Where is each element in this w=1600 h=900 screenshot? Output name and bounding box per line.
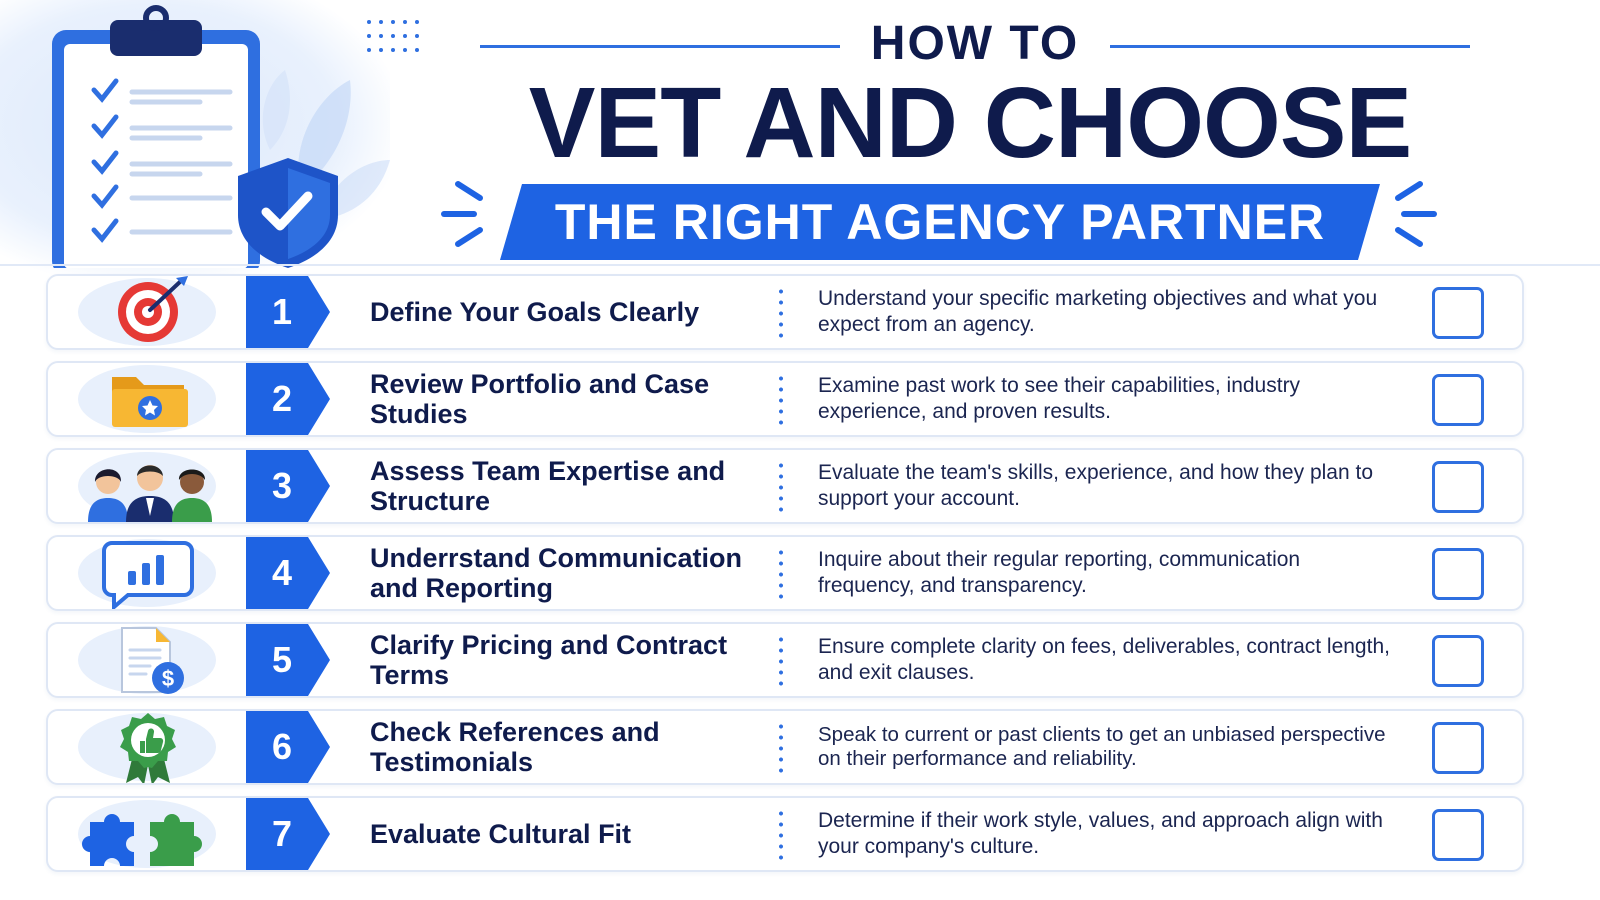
step-row-2 xyxy=(46,361,1524,437)
step-checkbox-7[interactable] xyxy=(1432,809,1484,861)
step-checkbox-1[interactable] xyxy=(1432,287,1484,339)
dotted-divider xyxy=(779,547,783,601)
folder-icon xyxy=(78,363,218,435)
dot-grid-decoration xyxy=(366,18,436,58)
puzzle-icon xyxy=(78,798,218,870)
page-title: VET AND CHOOSE xyxy=(528,67,1412,179)
step-description: Ensure complete clarity on fees, deliverables, contract length, and exit clauses. xyxy=(818,635,1390,684)
step-description: Understand your specific marketing objectives and what you expect from an agency. xyxy=(818,287,1378,336)
step-checkbox-3[interactable] xyxy=(1432,461,1484,513)
step-checkbox-4[interactable] xyxy=(1432,548,1484,600)
burst-lines-right-icon xyxy=(1378,174,1438,254)
dotted-divider xyxy=(779,286,783,340)
step-number: 4 xyxy=(271,552,293,593)
dotted-divider xyxy=(779,373,783,427)
step-number-badge xyxy=(246,537,330,609)
team-icon xyxy=(78,450,218,522)
burst-lines-left-icon xyxy=(440,174,500,254)
step-description: Evaluate the team's skills, experience, and how they plan to support your account. xyxy=(818,461,1373,510)
dotted-divider xyxy=(779,808,783,862)
step-number: 5 xyxy=(271,639,293,680)
step-checkbox-6[interactable] xyxy=(1432,722,1484,774)
step-title: Assess Team Expertise and Structure xyxy=(370,456,726,516)
contract-dollar-icon xyxy=(78,624,218,696)
step-checkbox-2[interactable] xyxy=(1432,374,1484,426)
kicker-text: HOW TO xyxy=(870,17,1080,70)
step-number-badge xyxy=(246,798,330,870)
subtitle-ribbon xyxy=(500,184,1380,260)
target-icon xyxy=(78,276,218,348)
step-row-1 xyxy=(46,274,1524,350)
step-number: 7 xyxy=(271,813,293,854)
step-title: Clarify Pricing and Contract Terms xyxy=(370,630,728,690)
step-row-7 xyxy=(46,796,1524,872)
step-title: Define Your Goals Clearly xyxy=(370,297,700,327)
step-number-badge xyxy=(246,450,330,522)
kicker-rule-right xyxy=(1110,45,1470,48)
step-number-badge xyxy=(246,276,330,348)
svg-text:$: $ xyxy=(161,666,175,691)
step-row-6 xyxy=(46,709,1524,785)
dotted-divider xyxy=(779,460,783,514)
thumbs-up-badge-icon xyxy=(78,711,218,783)
step-description: Examine past work to see their capabilities, industry experience, and proven results. xyxy=(818,374,1301,423)
step-number: 6 xyxy=(271,726,293,767)
step-number: 2 xyxy=(271,378,293,419)
kicker-row xyxy=(480,16,1470,72)
kicker-rule-left xyxy=(480,45,840,48)
step-number-badge xyxy=(246,711,330,783)
step-description: Determine if their work style, values, and approach align with your company's culture. xyxy=(818,809,1383,858)
step-title: Check References and Testimonials xyxy=(370,717,660,777)
header xyxy=(0,0,1600,268)
dotted-divider xyxy=(779,721,783,775)
step-description: Inquire about their regular reporting, communication frequency, and transparency. xyxy=(818,548,1301,597)
subtitle-text: THE RIGHT AGENCY PARTNER xyxy=(554,194,1326,250)
step-number-badge xyxy=(246,624,330,696)
step-number: 3 xyxy=(271,465,293,506)
step-title: Underrstand Communication and Reporting xyxy=(370,543,743,603)
chat-chart-icon xyxy=(78,537,218,609)
header-divider xyxy=(0,264,1600,266)
step-row-5 xyxy=(46,622,1524,698)
step-row-3 xyxy=(46,448,1524,524)
step-title: Review Portfolio and Case Studies xyxy=(370,369,710,429)
step-description: Speak to current or past clients to get an unbiased perspective on their performance and reliability. xyxy=(818,723,1386,770)
step-number-badge xyxy=(246,363,330,435)
step-row-4 xyxy=(46,535,1524,611)
dotted-divider xyxy=(779,634,783,688)
clipboard-shield-illustration xyxy=(0,0,420,268)
step-title: Evaluate Cultural Fit xyxy=(370,819,632,849)
step-number: 1 xyxy=(271,291,293,332)
step-checkbox-5[interactable] xyxy=(1432,635,1484,687)
